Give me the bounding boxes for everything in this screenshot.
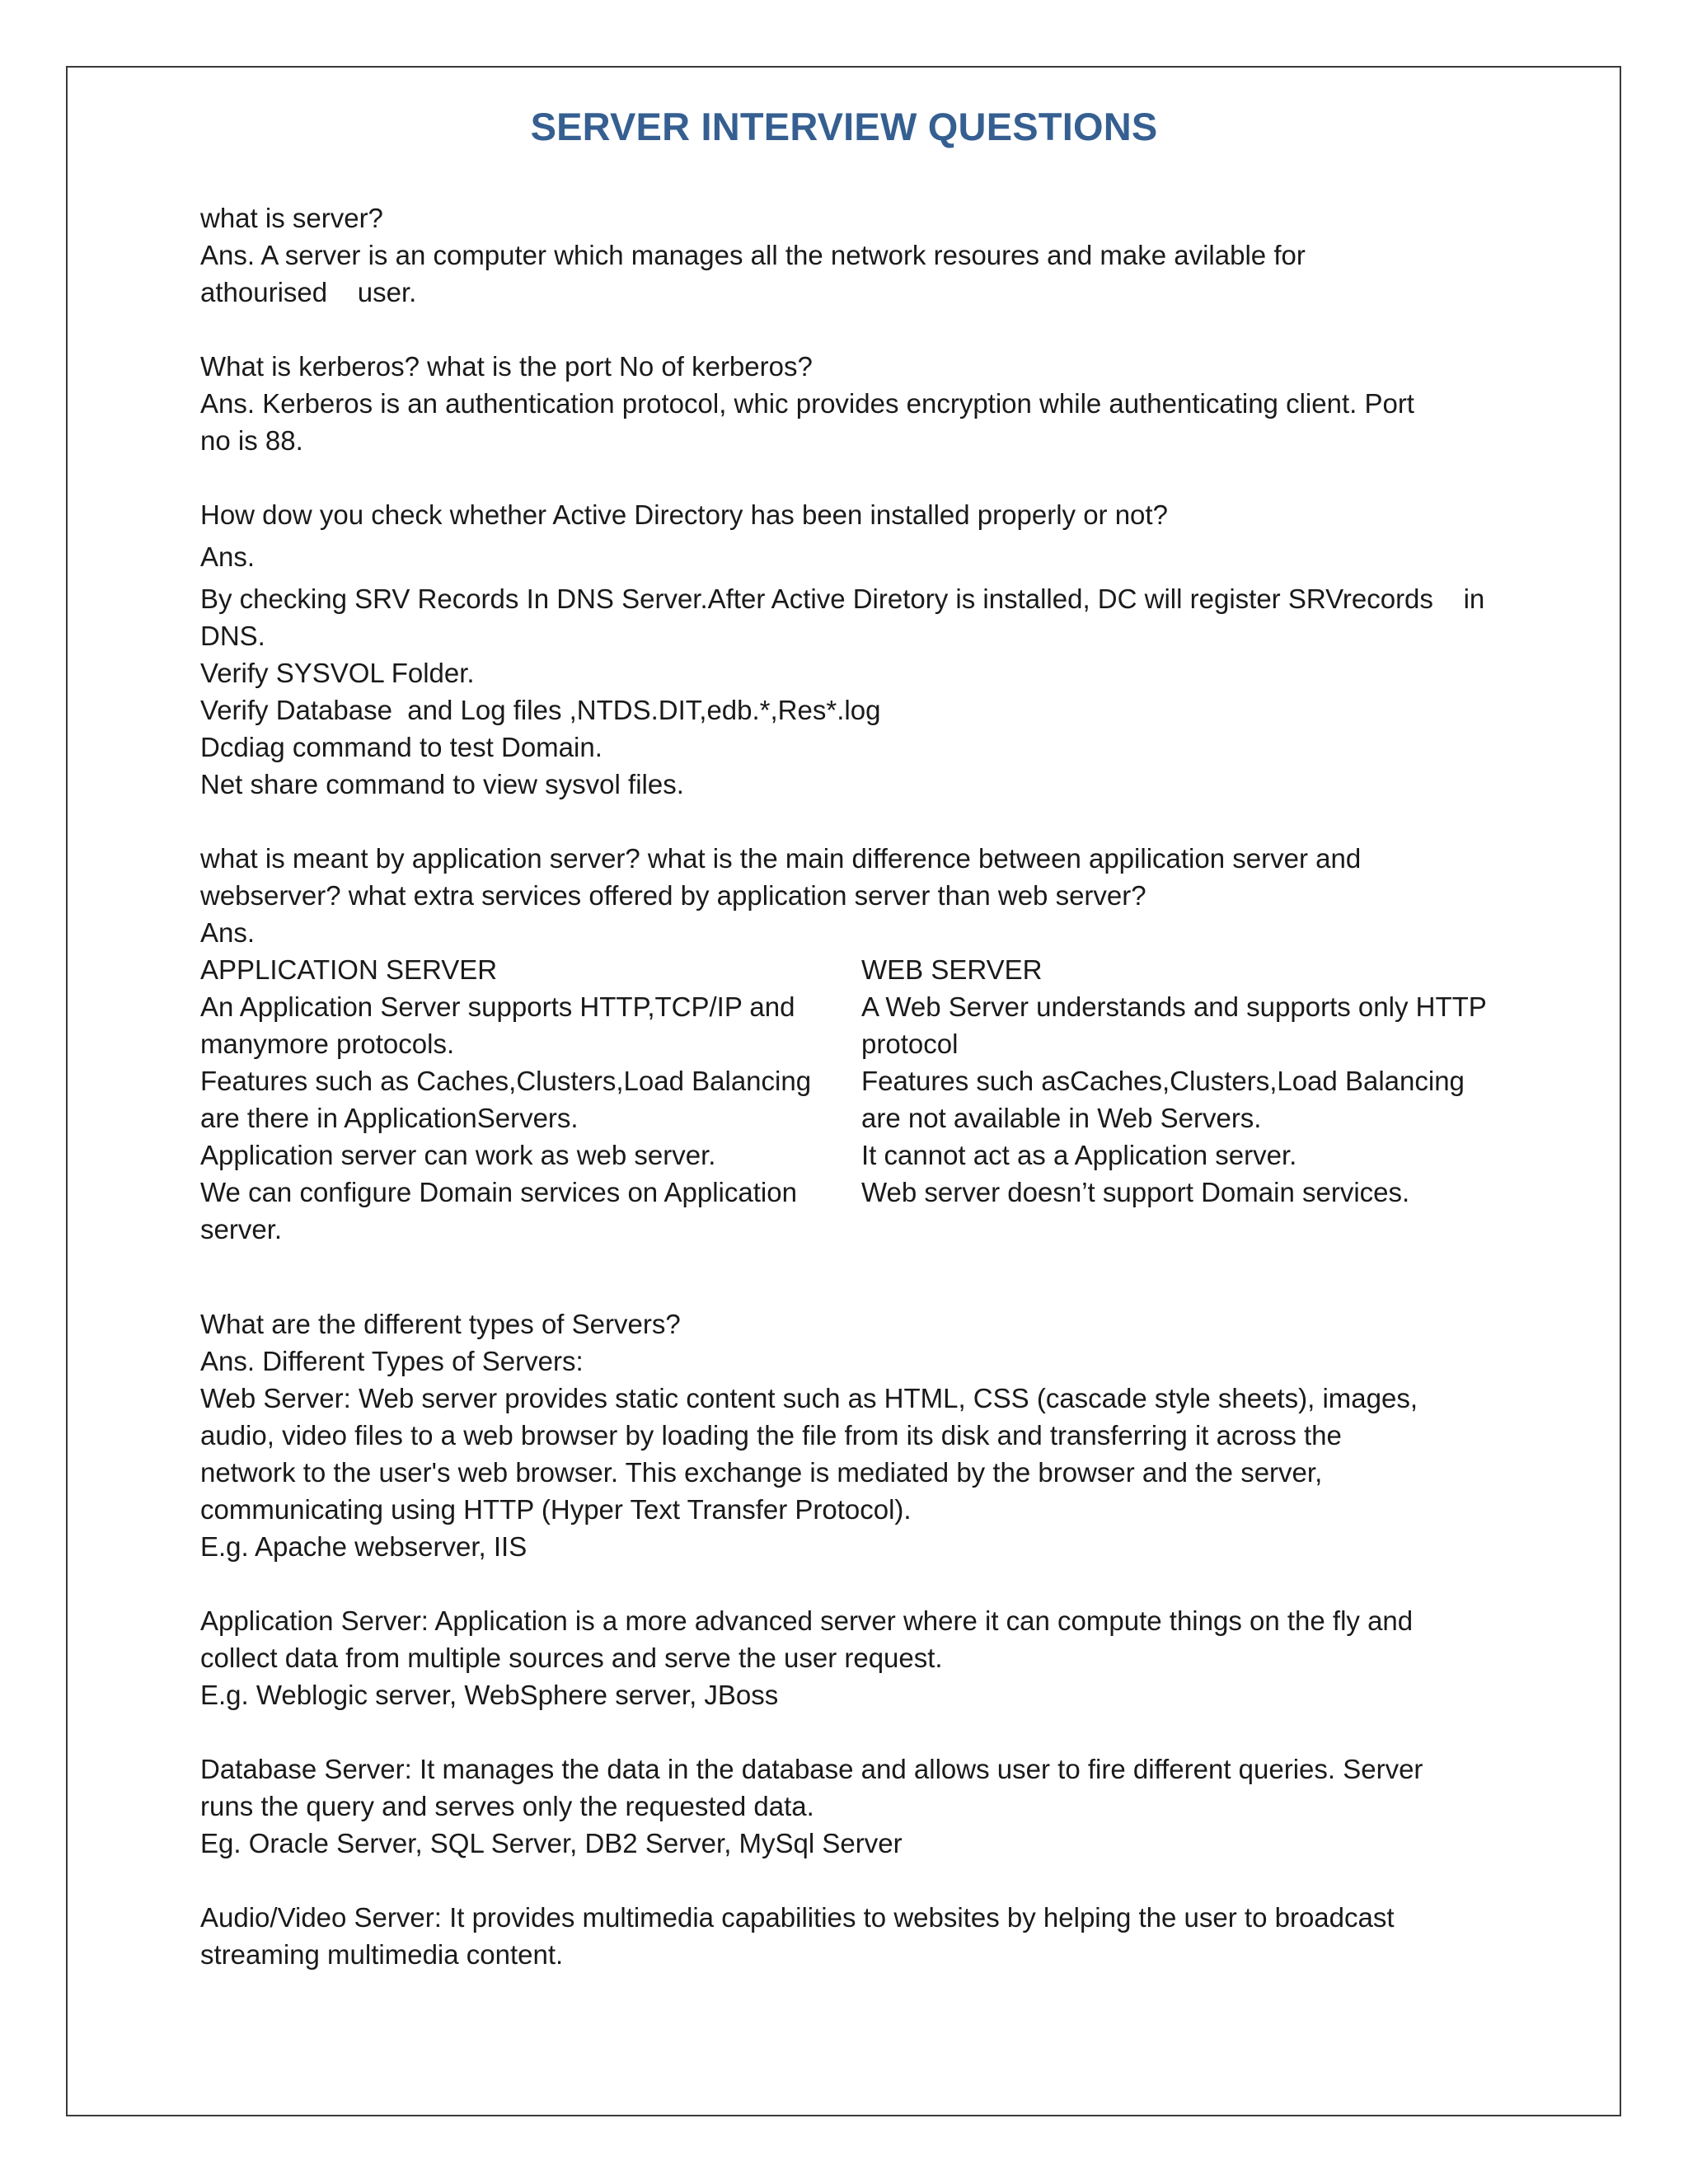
comparison-cell: are not available in Web Servers. xyxy=(861,1103,1262,1133)
web-server-description: network to the user's web browser. This exchange is mediated by the browser and the server, xyxy=(200,1457,1323,1488)
question-kerberos: What is kerberos? what is the port No of kerberos? xyxy=(200,351,813,382)
column-header-application-server: APPLICATION SERVER xyxy=(200,954,498,985)
comparison-cell: protocol xyxy=(861,1029,959,1059)
comparison-cell: Features such asCaches,Clusters,Load Balancing xyxy=(861,1066,1465,1096)
comparison-cell: manymore protocols. xyxy=(200,1029,455,1059)
comparison-cell: server. xyxy=(200,1214,283,1244)
database-server-description: runs the query and serves only the requested data. xyxy=(200,1791,814,1821)
answer-point: Dcdiag command to test Domain. xyxy=(200,732,603,762)
answer-label: Ans. xyxy=(200,917,256,948)
comparison-cell: Application server can work as web server. xyxy=(200,1140,716,1170)
question-application-server-cont: webserver? what extra services offered by application server than web server? xyxy=(200,880,1146,911)
comparison-cell: Web server doesn’t support Domain services. xyxy=(861,1177,1410,1207)
comparison-table-header xyxy=(200,951,1503,988)
comparison-cell: A Web Server understands and supports only HTTP xyxy=(861,991,1487,1022)
answer-point: By checking SRV Records In DNS Server.After Active Diretory is installed, DC will register SRVrecords in xyxy=(200,583,1485,614)
comparison-row xyxy=(200,988,1503,1062)
answer-point: Net share command to view sysvol files. xyxy=(200,769,684,799)
application-server-example: E.g. Weblogic server, WebSphere server, JBoss xyxy=(200,1680,779,1710)
document-title: SERVER INTERVIEW QUESTIONS xyxy=(530,105,1158,148)
comparison-row xyxy=(200,1137,1503,1174)
audio-video-server-description: streaming multimedia content. xyxy=(200,1939,564,1970)
web-server-example: E.g. Apache webserver, IIS xyxy=(200,1531,528,1562)
comparison-cell: It cannot act as a Application server. xyxy=(861,1140,1297,1170)
web-server-description: communicating using HTTP (Hyper Text Transfer Protocol). xyxy=(200,1494,912,1525)
column-header-web-server: WEB SERVER xyxy=(861,954,1043,985)
database-server-description: Database Server: It manages the data in the database and allows user to fire different queries. Server xyxy=(200,1754,1423,1784)
answer-line: athourised user. xyxy=(200,277,417,307)
question-types-of-servers: What are the different types of Servers? xyxy=(200,1309,681,1339)
answer-point: DNS. xyxy=(200,621,265,651)
web-server-description: audio, video files to a web browser by loading the file from its disk and transferring it across the xyxy=(200,1420,1342,1451)
answer-line: Ans. Kerberos is an authentication protocol, whic provides encryption while authenticating client. Port xyxy=(200,388,1414,419)
comparison-cell: An Application Server supports HTTP,TCP/IP and xyxy=(200,991,795,1022)
answer-line: Ans. A server is an computer which manages all the network resoures and make avilable for xyxy=(200,240,1306,270)
database-server-example: Eg. Oracle Server, SQL Server, DB2 Server, MySql Server xyxy=(200,1828,903,1858)
comparison-cell: Features such as Caches,Clusters,Load Balancing xyxy=(200,1066,812,1096)
audio-video-server-description: Audio/Video Server: It provides multimedia capabilities to websites by helping the user to broadcast xyxy=(200,1902,1395,1933)
question-application-server: what is meant by application server? what is the main difference between appilication server and xyxy=(200,843,1362,874)
document-body xyxy=(200,199,1503,1973)
application-server-description: collect data from multiple sources and serve the user request. xyxy=(200,1643,943,1673)
comparison-row xyxy=(200,1062,1503,1137)
answer-point: Verify Database and Log files ,NTDS.DIT,edb.*,Res*.log xyxy=(200,695,881,725)
answer-point: Verify SYSVOL Folder. xyxy=(200,658,475,688)
application-server-description: Application Server: Application is a more advanced server where it can compute things on the fly and xyxy=(200,1605,1414,1636)
answer-intro: Ans. Different Types of Servers: xyxy=(200,1346,584,1376)
comparison-cell: are there in ApplicationServers. xyxy=(200,1103,579,1133)
comparison-cell: We can configure Domain services on Application xyxy=(200,1177,797,1207)
comparison-row xyxy=(200,1174,1503,1248)
answer-line: no is 88. xyxy=(200,425,303,456)
question-active-directory: How dow you check whether Active Directory has been installed properly or not? xyxy=(200,499,1168,530)
question-what-is-server: what is server? xyxy=(200,203,383,233)
answer-label: Ans. xyxy=(200,541,256,572)
web-server-description: Web Server: Web server provides static content such as HTML, CSS (cascade style sheets), images, xyxy=(200,1383,1418,1413)
